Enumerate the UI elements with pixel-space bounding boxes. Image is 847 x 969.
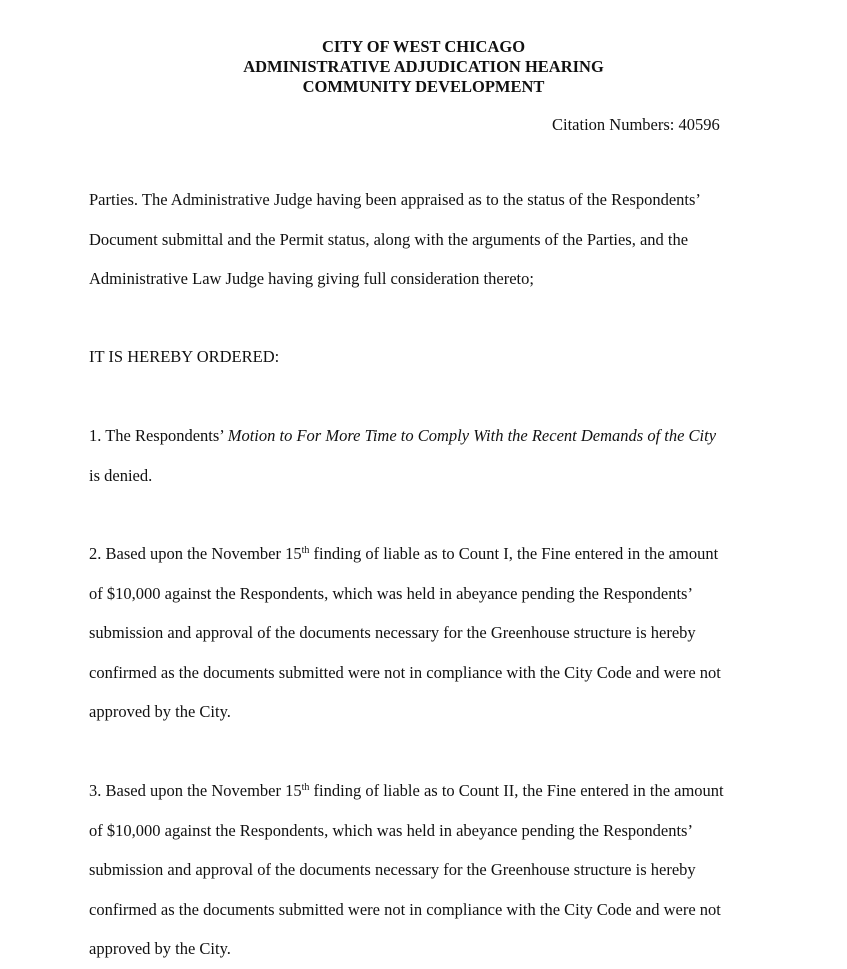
order-item-2 <box>89 534 756 732</box>
text-line: submission and approval of the documents necessary for the Greenhouse structure is hereby <box>89 623 696 642</box>
text-line <box>89 534 756 574</box>
intro-paragraph <box>89 180 756 299</box>
citation-numbers: Citation Numbers: 40596 <box>552 115 720 134</box>
order-heading <box>89 337 756 377</box>
order-item-3 <box>89 771 756 969</box>
header-department: COMMUNITY DEVELOPMENT <box>302 77 545 96</box>
text-line: Document submittal and the Permit status, along with the arguments of the Parties, and the <box>89 229 689 249</box>
ordinal-suffix: th <box>301 545 310 556</box>
text-line <box>89 771 756 811</box>
motion-title: Motion to For More Time to Comply With the Recent Demands of the City <box>227 426 717 445</box>
text-line: approved by the City. <box>89 939 231 958</box>
item-2-post: finding of liable as to Count I, the Fine entered in the amount <box>309 544 719 563</box>
header-city: CITY OF WEST CHICAGO <box>321 37 526 56</box>
item-3-post: finding of liable as to Count II, the Fine entered in the amount <box>309 781 724 800</box>
order-item-1 <box>89 416 756 495</box>
item-3-pre: 3. Based upon the November 15 <box>89 781 302 800</box>
text-line: confirmed as the documents submitted were not in compliance with the City Code and were not <box>89 899 721 919</box>
header-hearing: ADMINISTRATIVE ADJUDICATION HEARING <box>243 57 604 76</box>
text-line: Administrative Law Judge having giving full consideration thereto; <box>89 269 534 288</box>
text-line: is denied. <box>89 465 153 485</box>
text-line: of $10,000 against the Respondents, which was held in abeyance pending the Respondents’ <box>89 820 693 840</box>
text-line: Parties. The Administrative Judge having been appraised as to the status of the Respondents’ <box>89 190 701 209</box>
text-line: of $10,000 against the Respondents, which was held in abeyance pending the Respondents’ <box>89 583 693 603</box>
item-2-pre: 2. Based upon the November 15 <box>89 544 302 563</box>
text-line: confirmed as the documents submitted were not in compliance with the City Code and were not <box>89 662 721 682</box>
document-header <box>0 37 847 97</box>
item-1-prefix: 1. The Respondents’ <box>89 426 228 445</box>
text-line <box>89 416 756 456</box>
text-line: approved by the City. <box>89 702 231 721</box>
text-line: submission and approval of the documents necessary for the Greenhouse structure is hereby <box>89 860 696 879</box>
ordinal-suffix: th <box>301 782 310 793</box>
text-line: IT IS HEREBY ORDERED: <box>89 347 280 366</box>
